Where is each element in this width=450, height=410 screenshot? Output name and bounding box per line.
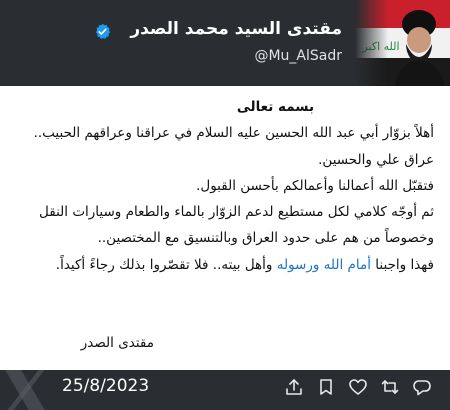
tweet-paragraph-3: ثم أوجّه كلامي لكل مستطيع لدعم الزوّار بالماء والطعام وسيارات النقل وخصوصاً من هم على حدود العراق وبالتنسيق مع المختصين.. (39, 204, 434, 247)
reply-icon[interactable] (412, 377, 432, 397)
display-name[interactable]: مقتدى السيد محمد الصدر (130, 19, 342, 39)
tweet-highlight-link[interactable]: أمام الله ورسوله (276, 256, 372, 273)
handle[interactable]: @Mu_AlSadr (254, 48, 342, 64)
tweet-paragraph-4 (22, 252, 434, 278)
like-icon[interactable] (348, 377, 368, 397)
tweet-paragraph-1: أهلاً بزوّار أبي عبد الله الحسين عليه السلام في عراقنا وعراقهم الحبيب.. عراق علي والحسين. (33, 125, 434, 168)
profile-header (0, 0, 450, 86)
avatar-flag-image (355, 0, 450, 86)
tweet-panel (0, 86, 450, 370)
bookmark-icon[interactable] (316, 377, 336, 397)
tweet-actions (284, 377, 432, 397)
tweet-body (22, 94, 434, 278)
tweet-signature: مقتدى الصدر (80, 335, 154, 351)
tweet-text-after: وأهل بيته.. فلا تقصّروا بذلك رجاءً أكيداً. (55, 256, 277, 273)
verified-badge-icon (94, 23, 111, 40)
tweet-date: 25/8/2023 (62, 376, 150, 396)
share-icon[interactable] (284, 377, 304, 397)
tweet-paragraph-2: فتقبّل الله أعمالنا وأعمالكم بأحسن القبول. (196, 177, 434, 194)
profile-banner (355, 0, 450, 86)
x-logo-icon (0, 370, 48, 410)
tweet-text-before: فهذا واجبنا (371, 256, 434, 273)
retweet-icon[interactable] (380, 377, 400, 397)
tweet-footer (0, 370, 450, 410)
tweet-title: بسمه تعالى (236, 99, 315, 115)
